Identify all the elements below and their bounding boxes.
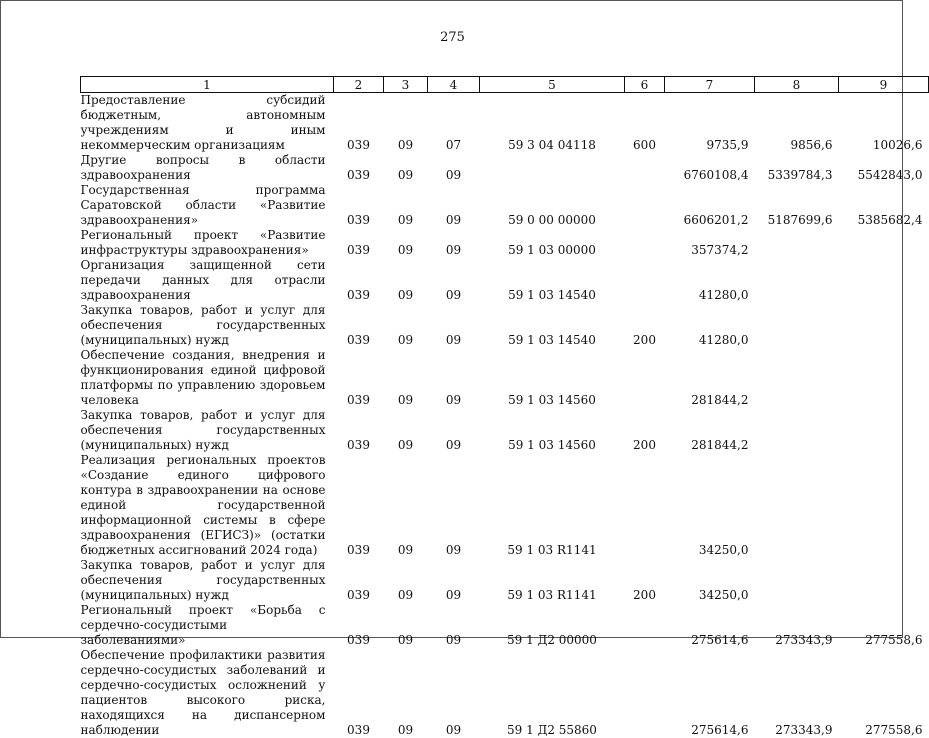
col-5-code: 59 1 03 14560 bbox=[508, 438, 596, 452]
col-9-amount bbox=[839, 558, 929, 603]
col-8-amount bbox=[755, 558, 839, 603]
col-6-value bbox=[625, 603, 665, 648]
col-6-value bbox=[625, 453, 665, 558]
col-5-code: 59 1 03 14560 bbox=[508, 393, 596, 407]
col-4-value: 09 bbox=[445, 393, 462, 407]
col-4-value: 09 bbox=[445, 168, 462, 182]
col-4-value: 09 bbox=[445, 438, 462, 452]
col-8-amount bbox=[755, 303, 839, 348]
table-row bbox=[81, 453, 929, 558]
col-6-value: 600 bbox=[633, 138, 656, 152]
col-8-amount bbox=[755, 348, 839, 408]
budget-table bbox=[80, 76, 929, 738]
col-7-amount: 275614,6 bbox=[691, 723, 749, 737]
col-9-amount bbox=[839, 408, 929, 453]
row-name: Закупка товаров, работ и услуг для обеспечения государственных (муниципальных) нужд bbox=[80, 558, 326, 602]
col-2-value: 039 bbox=[347, 393, 370, 407]
table-row bbox=[81, 558, 929, 603]
col-2-value: 039 bbox=[347, 213, 370, 227]
col-2-value: 039 bbox=[347, 438, 370, 452]
col-6-value bbox=[625, 153, 665, 183]
row-name: Обеспечение создания, внедрения и функционирования единой цифровой платформы по управлению здоровьем человека bbox=[80, 348, 326, 407]
col-5-code: 59 0 00 00000 bbox=[508, 213, 596, 227]
col-3-value: 09 bbox=[397, 168, 414, 182]
col-5-code: 59 1 03 14540 bbox=[508, 333, 596, 347]
row-name: Государственная программа Саратовской области «Развитие здравоохранения» bbox=[80, 183, 326, 227]
col-8-amount: 9856,6 bbox=[790, 138, 833, 152]
col-2-value: 039 bbox=[347, 333, 370, 347]
col-8-amount bbox=[755, 258, 839, 303]
column-header-9: 9 bbox=[839, 77, 929, 93]
col-8-amount bbox=[755, 408, 839, 453]
col-8-amount bbox=[755, 228, 839, 258]
col-7-amount: 6760108,4 bbox=[683, 168, 749, 182]
col-6-value bbox=[625, 183, 665, 228]
col-5-code: 59 1 Д2 55860 bbox=[507, 723, 597, 737]
col-2-value: 039 bbox=[347, 168, 370, 182]
col-4-value: 09 bbox=[445, 588, 462, 602]
table-row bbox=[81, 228, 929, 258]
col-7-amount: 41280,0 bbox=[698, 288, 749, 302]
col-3-value: 09 bbox=[397, 723, 414, 737]
col-4-value: 09 bbox=[445, 723, 462, 737]
col-3-value: 09 bbox=[397, 288, 414, 302]
column-header-5: 5 bbox=[480, 77, 625, 93]
col-6-value bbox=[625, 348, 665, 408]
row-name: Региональный проект «Борьба с сердечно-сосудистыми заболеваниями» bbox=[80, 603, 326, 647]
col-3-value: 09 bbox=[397, 138, 414, 152]
col-5-code: 59 3 04 04118 bbox=[508, 138, 596, 152]
column-header-4: 4 bbox=[428, 77, 480, 93]
column-header-7: 7 bbox=[665, 77, 755, 93]
col-9-amount bbox=[839, 453, 929, 558]
col-2-value: 039 bbox=[347, 588, 370, 602]
col-9-amount: 10026,6 bbox=[872, 138, 923, 152]
table-row bbox=[81, 603, 929, 648]
col-8-amount: 5187699,6 bbox=[767, 213, 833, 227]
col-2-value: 039 bbox=[347, 633, 370, 647]
col-4-value: 09 bbox=[445, 288, 462, 302]
col-8-amount bbox=[755, 453, 839, 558]
col-9-amount: 5385682,4 bbox=[857, 213, 923, 227]
col-9-amount bbox=[839, 303, 929, 348]
col-8-amount: 5339784,3 bbox=[767, 168, 833, 182]
col-5-code: 59 1 03 R1141 bbox=[507, 588, 597, 602]
col-4-value: 09 bbox=[445, 333, 462, 347]
column-header-8: 8 bbox=[755, 77, 839, 93]
col-3-value: 09 bbox=[397, 213, 414, 227]
col-2-value: 039 bbox=[347, 138, 370, 152]
column-header-3: 3 bbox=[384, 77, 428, 93]
table-row bbox=[81, 348, 929, 408]
col-3-value: 09 bbox=[397, 633, 414, 647]
col-9-amount bbox=[839, 258, 929, 303]
col-9-amount bbox=[839, 228, 929, 258]
col-3-value: 09 bbox=[397, 393, 414, 407]
table-row bbox=[81, 153, 929, 183]
col-9-amount: 277558,6 bbox=[865, 723, 923, 737]
col-3-value: 09 bbox=[397, 543, 414, 557]
column-header-2: 2 bbox=[334, 77, 384, 93]
col-3-value: 09 bbox=[397, 333, 414, 347]
col-4-value: 09 bbox=[445, 543, 462, 557]
table-row bbox=[81, 93, 929, 154]
row-name: Обеспечение профилактики развития сердечно-сосудистых заболеваний и сердечно-сосудистых осложнений у пациентов высокого риска, находящихся на диспансерном наблюдении bbox=[80, 648, 326, 737]
row-name: Закупка товаров, работ и услуг для обеспечения государственных (муниципальных) нужд bbox=[80, 408, 326, 452]
col-6-value bbox=[625, 648, 665, 738]
col-6-value bbox=[625, 258, 665, 303]
table-header-row bbox=[81, 77, 929, 93]
col-2-value: 039 bbox=[347, 723, 370, 737]
row-name: Закупка товаров, работ и услуг для обеспечения государственных (муниципальных) нужд bbox=[80, 303, 326, 347]
col-4-value: 09 bbox=[445, 243, 462, 257]
row-name: Региональный проект «Развитие инфраструктуры здравоохранения» bbox=[80, 228, 326, 257]
col-4-value: 09 bbox=[445, 633, 462, 647]
col-4-value: 07 bbox=[445, 138, 462, 152]
col-7-amount: 6606201,2 bbox=[683, 213, 749, 227]
column-header-1: 1 bbox=[81, 77, 334, 93]
col-3-value: 09 bbox=[397, 588, 414, 602]
col-5-code: 59 1 03 00000 bbox=[508, 243, 596, 257]
col-8-amount: 273343,9 bbox=[775, 723, 833, 737]
col-5-code: 59 1 03 R1141 bbox=[507, 543, 597, 557]
col-7-amount: 34250,0 bbox=[698, 588, 749, 602]
col-3-value: 09 bbox=[397, 243, 414, 257]
col-9-amount bbox=[839, 348, 929, 408]
col-6-value: 200 bbox=[633, 438, 656, 452]
col-5-code: 59 1 Д2 00000 bbox=[507, 633, 597, 647]
row-name: Организация защищенной сети передачи данных для отрасли здравоохранения bbox=[80, 258, 326, 302]
col-4-value: 09 bbox=[445, 213, 462, 227]
col-2-value: 039 bbox=[347, 243, 370, 257]
col-7-amount: 281844,2 bbox=[691, 393, 749, 407]
col-2-value: 039 bbox=[347, 543, 370, 557]
row-name: Другие вопросы в области здравоохранения bbox=[80, 153, 326, 182]
col-8-amount: 273343,9 bbox=[775, 633, 833, 647]
col-3-value: 09 bbox=[397, 438, 414, 452]
col-7-amount: 357374,2 bbox=[691, 243, 749, 257]
col-6-value: 200 bbox=[633, 588, 656, 602]
col-5-code bbox=[480, 153, 625, 183]
table-row bbox=[81, 258, 929, 303]
page-number: 275 bbox=[440, 30, 465, 45]
col-6-value bbox=[625, 228, 665, 258]
col-6-value: 200 bbox=[633, 333, 656, 347]
col-9-amount: 277558,6 bbox=[865, 633, 923, 647]
table-row bbox=[81, 183, 929, 228]
row-name: Предоставление субсидий бюджетным, автономным учреждениям и иным некоммерческим организациям bbox=[80, 93, 326, 152]
col-2-value: 039 bbox=[347, 288, 370, 302]
col-7-amount: 281844,2 bbox=[691, 438, 749, 452]
col-7-amount: 275614,6 bbox=[691, 633, 749, 647]
col-9-amount: 5542843,0 bbox=[857, 168, 923, 182]
table-row bbox=[81, 408, 929, 453]
row-name: Реализация региональных проектов «Создание единого цифрового контура в здравоохранении на основе единой государственной информационной системы в сфере здравоохранения (ЕГИСЗ)» (остатки бюджетных ассигнований 2024 года) bbox=[80, 453, 326, 557]
column-header-6: 6 bbox=[625, 77, 665, 93]
table-row bbox=[81, 303, 929, 348]
col-7-amount: 34250,0 bbox=[698, 543, 749, 557]
table-row bbox=[81, 648, 929, 738]
col-5-code: 59 1 03 14540 bbox=[508, 288, 596, 302]
col-7-amount: 41280,0 bbox=[698, 333, 749, 347]
col-7-amount: 9735,9 bbox=[706, 138, 749, 152]
